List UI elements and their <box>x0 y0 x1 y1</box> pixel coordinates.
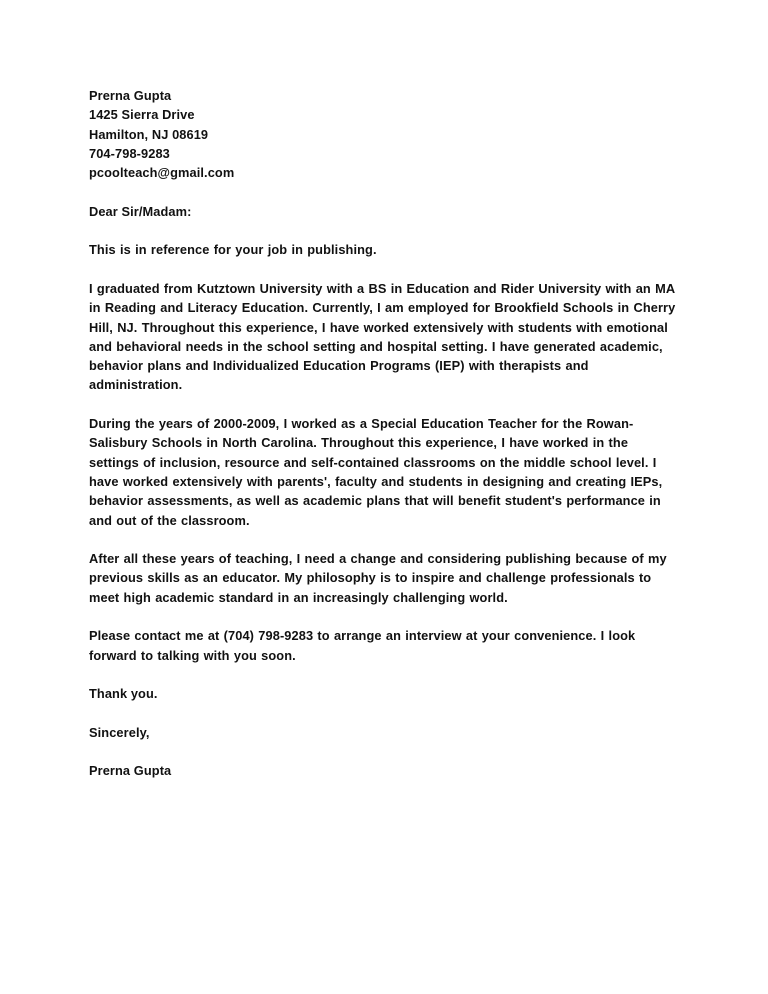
sender-name: Prerna Gupta <box>89 88 172 103</box>
spacer <box>89 395 681 414</box>
spacer <box>89 742 681 761</box>
sign-off-line: Sincerely, <box>89 724 150 740</box>
letter-body <box>89 86 681 781</box>
body-paragraph-4: Please contact me at (704) 798-9283 to arrange an interview at your convenience. I look forward to talking with you soon. <box>89 628 636 663</box>
spacer <box>89 221 681 240</box>
salutation: Dear Sir/Madam: <box>89 203 192 219</box>
signature-name: Prerna Gupta <box>89 763 172 779</box>
body-paragraph-1: I graduated from Kutztown University with a BS in Education and Rider University with an MA in Reading and Literacy Education. Currently, I am employed for Brookfield Schools in Cherry Hill, NJ. Throughout this experience, I have worked extensively with students with emotional and behavioral needs in the school setting and hospital setting. I have generated academic, behavior plans and Individualized Education Programs (IEP) with therapists and administration. <box>89 280 676 393</box>
sender-phone: 704-798-9283 <box>89 145 170 161</box>
thank-you-line: Thank you. <box>89 686 158 702</box>
intro-paragraph: This is in reference for your job in publishing. <box>89 242 377 258</box>
body-paragraph-2: During the years of 2000-2009, I worked as a Special Education Teacher for the Rowan-Salisbury Schools in North Carolina. Throughout this experience, I have worked in the settings of inclusion, resource and self-contained classrooms on the middle school level. I have worked extensively with parents', faculty and students in designing and creating IEPs, behavior assessments, as well as academic plans that will benefit student's performance in and out of the classroom. <box>89 416 663 528</box>
sender-street: 1425 Sierra Drive <box>89 107 195 123</box>
spacer <box>89 260 681 279</box>
sender-email: pcoolteach@gmail.com <box>89 165 235 181</box>
spacer <box>89 182 681 201</box>
spacer <box>89 530 681 549</box>
sender-address-block <box>89 86 681 182</box>
spacer <box>89 704 681 723</box>
spacer <box>89 607 681 626</box>
body-paragraph-3: After all these years of teaching, I need a change and considering publishing because of my previous skills as an educator. My philosophy is to inspire and challenge professionals to meet high academic standard in an increasingly challenging world. <box>89 551 667 605</box>
spacer <box>89 665 681 684</box>
sender-city-state-zip: Hamilton, NJ 08619 <box>89 126 209 142</box>
